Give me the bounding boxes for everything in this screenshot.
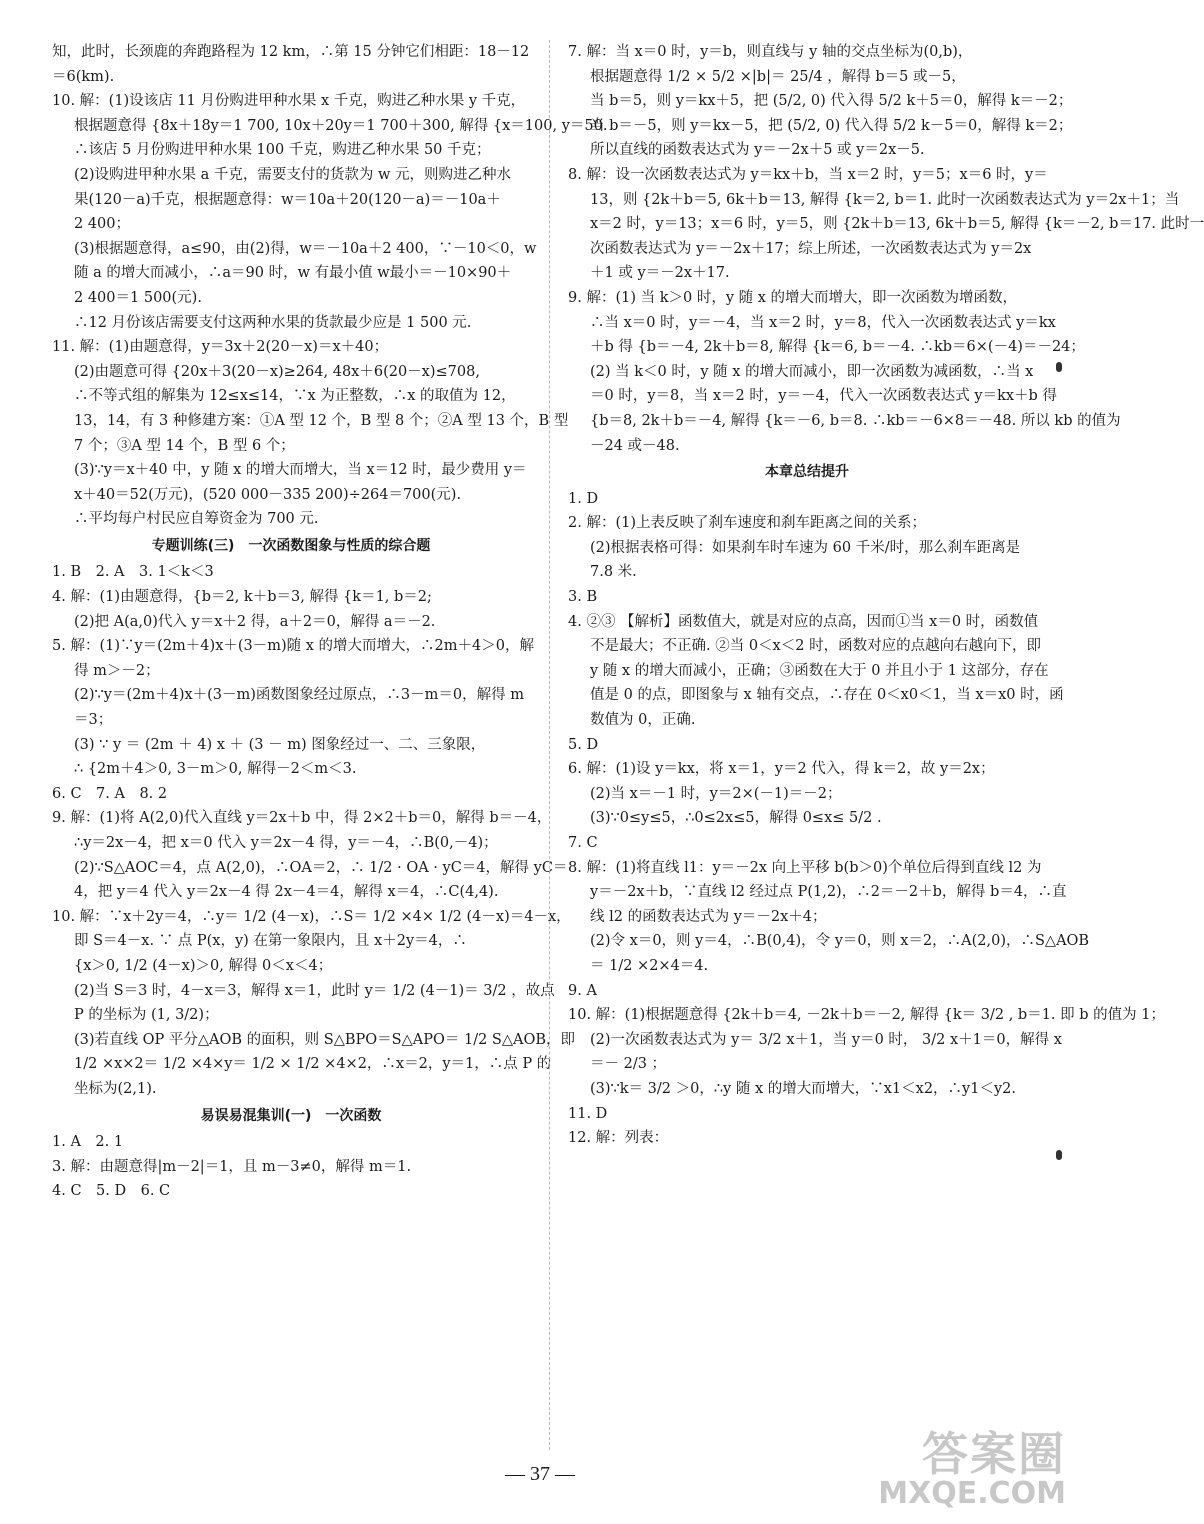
answer-line: (3) ∵ y ＝ (2m ＋ 4) x ＋ (3 － m) 图象经过一、二、三象限，: [74, 736, 486, 753]
answer-line: 3. 解：由题意得|m－2|＝1，且 m－3≠0，解得 m＝1.: [52, 1158, 412, 1175]
answer-line: (2)当 S＝3 时，4－x＝3，解得 x＝1，此时 y＝ 1/2 (4－1)＝ 3/2 ，故点: [74, 982, 555, 999]
watermark: [878, 1427, 1066, 1511]
answer-line: 2 400＝1 500(元).: [74, 289, 202, 306]
answer-line: 7. C: [568, 835, 598, 851]
answer-line: {b＝8, 2k＋b＝－4, 解得 {k＝－6, b＝8. ∴kb＝－6×8＝－48. 所以 kb 的值为: [590, 412, 1121, 429]
answer-line: 次函数表达式为 y＝－2x＋17；综上所述，一次函数表达式为 y＝2x: [590, 240, 1032, 257]
answer-line: ∴不等式组的解集为 12≤x≤14，∵x 为正整数，∴x 的取值为 12，: [74, 388, 516, 405]
answer-line: (3)∵y＝x＋40 中，y 随 x 的增大而增大，当 x＝12 时，最少费用 y＝: [74, 462, 527, 479]
section-heading: 易误易混集训(一) 一次函数: [200, 1107, 382, 1124]
answer-line: 11. 解：(1)由题意得，y＝3x＋2(20－x)＝x＋40；: [52, 339, 389, 356]
answer-line: 11. D: [568, 1105, 608, 1122]
answer-line: ∴12 月份该店需要支付这两种水果的货款最少应是 1 500 元.: [74, 314, 472, 331]
section-heading: 专题训练(三) 一次函数图象与性质的综合题: [151, 537, 431, 554]
answer-line: 根据题意得 {8x＋18y＝1 700, 10x＋20y＝1 700＋300, 解得 {x＝100, y＝50.: [74, 117, 608, 134]
answer-line: ∴当 x＝0 时，y＝－4，当 x＝2 时，y＝8，代入一次函数表达式 y＝kx: [590, 314, 1056, 331]
answer-line: P 的坐标为 (1, 3/2)；: [74, 1007, 219, 1024]
answer-line: (3)根据题意得，a≤90，由(2)得，w＝－10a＋2 400，∵－10＜0，w: [74, 240, 537, 257]
answer-line: 8. 解：设一次函数表达式为 y＝kx＋b，当 x＝2 时，y＝5；x＝6 时，y＝: [568, 166, 1048, 183]
answer-line: 2 400；: [74, 216, 131, 233]
answer-line: 线 l2 的函数表达式为 y＝－2x＋4；: [590, 908, 827, 925]
answer-line: x＋40＝52(万元)，(520 000－335 200)÷264＝700(元).: [74, 486, 462, 503]
answer-line: x＝2 时，y＝13；x＝6 时，y＝5，则 {2k＋b＝13, 6k＋b＝5, 解得 {k＝－2, b＝17. 此时一: [590, 216, 1204, 233]
answer-line: ∴该店 5 月份购进甲种水果 100 千克，购进乙种水果 50 千克；: [74, 142, 491, 159]
answer-line: ＋b 得 {b＝－4, 2k＋b＝8, 解得 {k＝6, b＝－4. ∴kb＝6×(－4)＝－24；: [590, 339, 1085, 356]
answer-line: 10. 解：(1)设该店 11 月份购进甲种水果 x 千克，购进乙种水果 y 千克，: [52, 93, 526, 110]
answer-line: 1. D: [568, 490, 599, 507]
answer-line: (2)∵S△AOC＝4，点 A(2,0)，∴OA＝2，∴ 1/2 · OA · yC＝4，解得 yC＝: [74, 859, 568, 876]
answer-line: 得 m＞－2；: [74, 662, 160, 679]
answer-line: (2) 当 k＜0 时，y 随 x 的增大而减小，即一次函数为减函数，∴当 x: [590, 363, 1034, 380]
answer-line: 7. 解：当 x＝0 时，y＝b，则直线与 y 轴的交点坐标为(0,b)，: [568, 44, 973, 60]
answer-line: 7.8 米.: [590, 564, 637, 581]
answer-line: 12. 解：列表：: [568, 1130, 669, 1147]
answer-line: y 随 x 的增大而减小，正确；③函数在大于 0 并且小于 1 这部分，存在: [590, 662, 1049, 679]
answer-line: 10. 解：(1)根据题意得 {2k＋b＝4, －2k＋b＝－2, 解得 {k＝ 3/2 , b＝1. 即 b 的值为 1；: [568, 1007, 1165, 1024]
answer-line: 果(120－a)千克，根据题意得：w＝10a＋20(120－a)＝－10a＋: [74, 191, 501, 208]
answer-line: (2)把 A(a,0)代入 y＝x＋2 得，a＋2＝0，解得 a＝－2.: [74, 613, 436, 630]
answer-line: (2)根据表格可得：如果刹车时车速为 60 千米/时，那么刹车距离是: [590, 539, 1021, 556]
answer-line: ＋1 或 y＝－2x＋17.: [590, 265, 730, 282]
answer-line: 随 a 的增大而减小，∴a＝90 时，w 有最小值 w最小＝－10×90＋: [74, 265, 512, 282]
answer-line: 6. 解：(1)设 y＝kx，将 x＝1，y＝2 代入，得 k＝2，故 y＝2x；: [568, 761, 995, 778]
answer-line: ＝3；: [74, 712, 113, 729]
answer-line: ∴y＝2x－4，把 x＝0 代入 y＝2x－4 得，y＝－4，∴B(0,－4)；: [74, 835, 498, 851]
answer-line: 1. B 2. A 3. 1＜k＜3: [52, 564, 214, 581]
answer-line: 4. ②③ 【解析】函数值大，就是对应的点高，因而①当 x＝0 时，函数值: [568, 613, 1039, 630]
answer-line: 即 S＝4－x. ∵ 点 P(x，y) 在第一象限内，且 x＋2y＝4，∴: [74, 933, 467, 950]
answer-line: (2)∵y＝(2m＋4)x＋(3－m)函数图象经过原点，∴3－m＝0，解得 m: [74, 687, 524, 704]
page-number: — 37 —: [505, 1463, 575, 1485]
margin-mark: [1056, 1150, 1062, 1160]
answer-line: (3)若直线 OP 平分△AOB 的面积，则 S△BPO＝S△APO＝ 1/2 S△AOB，即: [74, 1031, 576, 1048]
answer-line: 1. A 2. 1: [52, 1134, 124, 1151]
answer-line: (2)令 x＝0，则 y＝4，∴B(0,4)，令 y＝0，则 x＝2，∴A(2,0)，∴S△AOB: [590, 933, 1090, 950]
answer-line: (2)当 x＝－1 时，y＝2×(－1)＝－2；: [590, 785, 842, 802]
answer-line: 13，则 {2k＋b＝5, 6k＋b＝13, 解得 {k＝2, b＝1. 此时一次函数表达式为 y＝2x＋1；当: [590, 191, 1180, 208]
watermark-logo: 答案圈: [922, 1427, 1066, 1481]
column-divider: [549, 40, 550, 1450]
answer-line: (2)一次函数表达式为 y＝ 3/2 x＋1，当 y＝0 时， 3/2 x＋1＝0，解得 x: [590, 1031, 1062, 1048]
answer-line: 当 b＝－5，则 y＝kx－5，把 (5/2, 0) 代入得 5/2 k－5＝0，解得 k＝2；: [590, 117, 1073, 134]
answer-line: ＝ 1/2 ×2×4＝4.: [590, 957, 709, 974]
answer-line: 8. 解：(1)将直线 l1：y＝－2x 向上平移 b(b＞0)个单位后得到直线 l2 为: [568, 859, 1042, 876]
right-column: [568, 40, 1204, 1151]
answer-line: (3)∵0≤y≤5，∴0≤2x≤5，解得 0≤x≤ 5/2 .: [590, 810, 882, 827]
answer-line: (3)∵k＝ 3/2 ＞0，∴y 随 x 的增大而增大，∵x1＜x2，∴y1＜y2.: [590, 1080, 1016, 1097]
answer-line: 4. 解：(1)由题意得，{b＝2, k＋b＝3, 解得 {k＝1, b＝2;: [52, 589, 432, 606]
answer-line: 值是 0 的点，即图象与 x 轴有交点，∴存在 0＜x0＜1，当 x＝x0 时，函: [590, 687, 1064, 704]
answer-line: 不是最大；不正确. ②当 0＜x＜2 时，函数对应的点越向右越向下，即: [590, 638, 1042, 655]
answer-line: 当 b＝5，则 y＝kx＋5，把 (5/2, 0) 代入得 5/2 k＋5＝0，解得 k＝－2；: [590, 93, 1073, 110]
answer-line: 10. 解：∵x＋2y＝4，∴y＝ 1/2 (4－x)，∴S＝ 1/2 ×4× 1/2 (4－x)＝4－x，: [52, 908, 571, 925]
answer-line: ∴平均每户村民应自筹资金为 700 元.: [74, 511, 319, 528]
answer-line: 5. 解：(1)∵y＝(2m＋4)x＋(3－m)随 x 的增大而增大，∴2m＋4＞0，解: [52, 638, 534, 655]
answer-line: 1/2 ×x×2＝ 1/2 ×4×y＝ 1/2 × 1/2 ×4×2，∴x＝2，y＝1，∴点 P 的: [74, 1056, 552, 1073]
answer-line: 知，此时，长颈鹿的奔跑路程为 12 km，∴第 15 分钟它们相距：18－12: [52, 44, 530, 60]
answer-line: 3. B: [568, 589, 598, 606]
answer-line: ＝6(km).: [52, 68, 115, 85]
answer-line: ＝－ 2/3 ；: [590, 1056, 667, 1073]
answer-line: 所以直线的函数表达式为 y＝－2x＋5 或 y＝2x－5.: [590, 142, 925, 159]
answer-line: (2)由题意可得 {20x＋3(20－x)≥264, 48x＋6(20－x)≤708,: [74, 363, 480, 380]
answer-line: 5. D: [568, 736, 599, 753]
answer-line: 数值为 0，正确.: [590, 712, 696, 729]
answer-line: 坐标为(2,1).: [74, 1080, 157, 1097]
answer-line: y＝－2x＋b，∵直线 l2 经过点 P(1,2)，∴2＝－2＋b，解得 b＝4，∴直: [590, 884, 1067, 901]
answer-line: 根据题意得 1/2 × 5/2 ×|b|＝ 25/4 ，解得 b＝5 或－5，: [590, 68, 966, 85]
answer-line: 9. A: [568, 982, 597, 999]
answer-line: 4. C 5. D 6. C: [52, 1183, 171, 1200]
section-heading: 本章总结提升: [765, 464, 849, 481]
answer-line: 7 个；③A 型 14 个，B 型 6 个；: [74, 437, 295, 454]
answer-line: 2. 解：(1)上表反映了刹车速度和刹车距离之间的关系；: [568, 515, 926, 532]
answer-line: 9. 解：(1) 当 k＞0 时，y 随 x 的增大而增大，即一次函数为增函数，: [568, 289, 1018, 306]
answer-line: 4，把 y＝4 代入 y＝2x－4 得 2x－4＝4，解得 x＝4，∴C(4,4).: [74, 884, 499, 901]
answer-line: －24 或－48.: [590, 437, 680, 454]
answer-line: 13，14，有 3 种修建方案：①A 型 12 个，B 型 8 个；②A 型 13 个，B 型: [74, 412, 569, 429]
answer-line: 9. 解：(1)将 A(2,0)代入直线 y＝2x＋b 中，得 2×2＋b＝0，解得 b＝－4，: [52, 810, 552, 827]
answer-line: (2)设购进甲种水果 a 千克，需要支付的货款为 w 元，则购进乙种水: [74, 166, 512, 183]
answer-line: {x＞0, 1/2 (4－x)＞0, 解得 0＜x＜4；: [74, 957, 333, 974]
margin-mark: [1056, 362, 1062, 372]
answer-line: ∴ {2m＋4＞0, 3－m＞0, 解得－2＜m＜3.: [74, 761, 357, 778]
answer-line: 6. C 7. A 8. 2: [52, 785, 168, 802]
watermark-url: MXQE.COM: [878, 1476, 1066, 1511]
answer-line: ＝0 时，y＝8，当 x＝2 时，y＝－4，代入一次函数表达式 y＝kx＋b 得: [590, 388, 1057, 405]
